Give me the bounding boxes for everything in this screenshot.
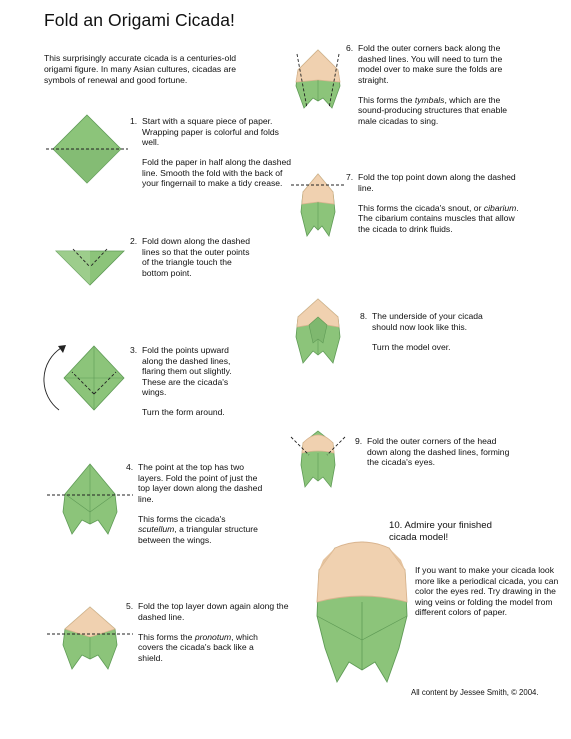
step-4-diagram <box>53 462 133 542</box>
step-6: 6. Fold the outer corners back along the dashed lines. You will need to turn the model over to make sure the folds are straight. This forms the tymbals, which are the sound-producing structures that enable male cicadas to sing. <box>346 43 508 127</box>
step-2: 2. Fold down along the dashed lines so that the outer points of the triangle touch the bottom point. <box>130 236 250 278</box>
credit: All content by Jessee Smith, © 2004. <box>411 688 539 697</box>
step-10-text: If you want to make your cicada look more like a periodical cicada, you can color the eyes red. Try drawing in the wing veins or folding the model from different colors of paper. <box>415 565 559 618</box>
step-4: 4. The point at the top has two layers. Fold the point of just the top layer down along the dashed line. This forms the cicada's scutellum, a triangular structure between the wings. <box>126 462 263 546</box>
step-10-title: 10. Admire your finished cicada model! <box>389 520 492 543</box>
step-8-diagram <box>283 295 353 370</box>
step-6-diagram <box>283 44 353 114</box>
step-2-diagram <box>53 247 133 287</box>
step-9-diagram <box>285 425 355 495</box>
step-5-diagram <box>53 603 133 673</box>
step-7-diagram <box>283 170 353 245</box>
step-1: 1. Start with a square piece of paper. Wrapping paper is colorful and folds well. Fold the paper in half along the dashed line. Smooth the fold with the back of your fingernail to make a tidy crease. <box>130 116 292 189</box>
page-title: Fold an Origami Cicada! <box>44 10 235 30</box>
intro-text: This surprisingly accurate cicada is a centuries-old origami figure. In many Asian cultures, cicadas are symbols of renewal and good fortune. <box>44 53 237 85</box>
step-10-finished-cicada <box>307 540 417 690</box>
step-3-diagram <box>38 338 133 423</box>
step-9: 9. Fold the outer corners of the head down along the dashed lines, forming the cicada's eyes. <box>355 436 510 468</box>
step-7: 7. Fold the top point down along the dashed line. This forms the cicada's snout, or cibarium. The cibarium contains muscles that allow the cicada to drink fluids. <box>346 172 519 234</box>
step-5: 5. Fold the top layer down again along the dashed line. This forms the pronotum, which covers the cicada's back like a shield. <box>126 601 289 663</box>
step-8: 8. The underside of your cicada should now look like this. Turn the model over. <box>360 311 483 352</box>
step-3: 3. Fold the points upward along the dashed lines, flaring them out slightly. These are the cicada's wings. Turn the form around. <box>130 345 232 418</box>
step-1-diagram <box>50 112 130 192</box>
